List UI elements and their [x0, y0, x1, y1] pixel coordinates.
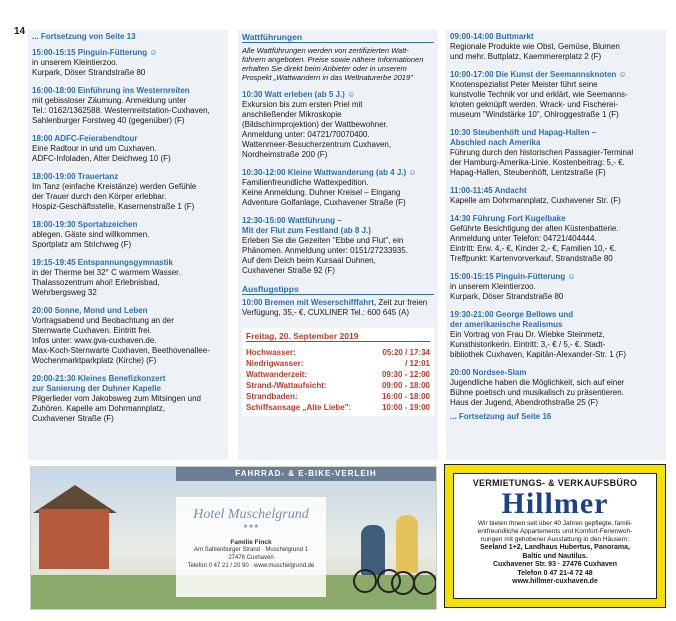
tip-title: 10:00 Bremen mit Weserschifffahrt,: [242, 298, 377, 307]
event-item: [450, 214, 662, 264]
event-item: [32, 220, 224, 250]
hotel-stars: ★★★: [242, 524, 260, 530]
hillmer-name: Hillmer: [501, 487, 609, 520]
event-body: in unserem Kleintierzoo. Kurpark, Döser Strandstraße 80: [32, 58, 146, 77]
event-body: in der Therme bei 32° C warmem Wasser. Thalassozentrum ahoi! Erlebnisbad, Wehrbergsweg 32: [32, 268, 181, 297]
event-item: [242, 216, 434, 276]
event-body: Exkursion bis zum ersten Priel mit anschließender Mikroskopie (Bildschirmprojektion) der Wattbewohner. Anmeldung unter: 04721/70070400. Wattenmeer-Besucherzentrum Cuxhaven, Nordheimstraße 200 (F): [242, 100, 392, 159]
event-body: Kapelle am Dohrmannplatz, Cuxhavener Str. (F): [450, 196, 621, 205]
cyclist-icon: [361, 525, 385, 575]
event-title: 10:30 Watt erleben (ab 5 J.) ☺: [242, 90, 356, 99]
event-title: 19:15-19:45 Entspannungsgymnastik: [32, 258, 173, 267]
event-title: 19:30-21:00 George Bellows und der amerikanische Realismus: [450, 310, 574, 329]
continued-on: ... Fortsetzung auf Seite 16: [450, 412, 552, 421]
event-item: [32, 258, 224, 298]
tide-row: [246, 402, 430, 413]
hillmer-inner-box: [453, 473, 657, 599]
event-body: in unserem Kleintierzoo. Kurpark, Döser Strandstraße 80: [450, 282, 564, 301]
tide-label: Strandbaden:: [246, 392, 298, 401]
tide-value: 09:30 - 12:00: [381, 370, 430, 379]
tide-label: Schiffsansage „Alte Liebe":: [246, 403, 352, 412]
event-title: 18:00-19:30 Sportabzeichen: [32, 220, 138, 229]
event-title: 20:00 Sonne, Mond und Leben: [32, 306, 148, 315]
hillmer-address: Cuxhavener Str. 93 · 27476 Cuxhaven: [492, 561, 618, 568]
tip-body: Zeit zur freien Verfügung, 35,- €, CUXLINER Tel.: 600 645 (A): [242, 298, 428, 317]
event-item: [32, 134, 224, 164]
tide-row: [246, 347, 430, 358]
tide-row: [246, 380, 430, 391]
hotel-logo-box: [176, 497, 326, 597]
event-item: [32, 172, 224, 212]
tide-label: Hochwasser:: [246, 348, 296, 357]
event-title: 10:30 Steubenhöft und Hapag-Hallen – Abschied nach Amerika: [450, 128, 597, 147]
event-body: Jugendliche haben die Möglichkeit, sich auf einer Bühne poetisch und musikalisch zu präsentieren. Haus der Jugend, Abendrothstraße 25 (F): [450, 378, 625, 407]
event-body: ablegen. Gäste sind willkommen. Sportplatz am Strichweg (F): [32, 230, 150, 249]
event-body: Regionale Produkte wie Obst, Gemüse, Blumen und mehr. Buttplatz, Kaemmererplatz 2 (F): [450, 42, 620, 61]
event-item: [242, 90, 434, 160]
page-number: 14: [14, 26, 26, 37]
event-item: [450, 310, 662, 360]
event-body: Familienfreundliche Wattexpedition. Keine Anmeldung. Duhner Kreisel – Eingang Adventure Golfanlage, Cuxhavener Straße (F): [242, 178, 406, 207]
tide-value: / 12:01: [405, 359, 430, 368]
event-title: 16:00-18:00 Einführung ins Westernreiten: [32, 86, 190, 95]
tip-item: [242, 298, 434, 318]
cyclist-icon: [396, 515, 418, 573]
continued-from: ... Fortsetzung von Seite 13: [32, 32, 136, 41]
hillmer-phone: Telefon 0 47 21-4 72 48: [517, 569, 593, 577]
house-icon: [39, 509, 109, 569]
tide-label: Wattwanderzeit:: [246, 370, 308, 379]
tide-value: 05:20 / 17:34: [382, 348, 430, 357]
hotel-address: Am Sahlenburger Strand · Muschelgrund 1: [193, 547, 309, 553]
event-body: Im Tanz (einfache Kreistänze) werden Gefühle der Trauer durch den Körper erlebbar. Hospiz-Geschäftsstelle, Kasernenstraße 1 (F): [32, 182, 197, 211]
event-title: 10:30-12:00 Kleine Wattwanderung (ab 4 J.) ☺: [242, 168, 417, 177]
event-body: Erleben Sie die Gezeiten "Ebbe und Flut", ein Phänomen. Anmeldung unter: 0151/27233935. Auf dem Deich beim Kursaal Duhnen, Cuxhavener Straße 92 (F): [242, 236, 408, 275]
event-item: [450, 368, 662, 408]
hotel-contact: Telefon 0 47 21 / 20 90 · www.muschelgrund.de: [187, 563, 315, 569]
hotel-name: Hotel Muschelgrund: [193, 507, 309, 522]
event-title: 18:00-19:00 Trauertanz: [32, 172, 119, 181]
event-body: Ein Vortrag von Frau Dr. Wiebke Steinmetz, Kunsthistorikerin. Eintritt: 3,- € / 5,- €. Stadt- bibliothek Cuxhaven, Kapitän-Alexander-Str. 1 (F): [450, 330, 627, 359]
ad-banner-bar: FAHRRAD- & E-BIKE-VERLEIH: [176, 467, 436, 481]
hillmer-heading: VERMIETUNGS- & VERKAUFSBÜRO: [472, 478, 638, 488]
event-item: [32, 374, 224, 424]
section-intro: Alle Wattführungen werden von zertifizierten Watt- führern angeboten. Preise sowie nähere Informationen erhalten Sie direkt beim Anbieter oder in unserem Prospekt „Wattwandern in das Weltnaturerbe 2019": [242, 46, 424, 82]
section-heading-wattfuehrungen: Wattführungen: [242, 32, 434, 43]
hillmer-description: Wir bieten Ihnen seit über 40 Jahren gepflegte, famili- entfreundliche Appartements und Komfort-Ferienwoh- nungen mit gehobener Ausstattung in den Häusern:: [477, 520, 633, 543]
bicycle-wheel-icon: [413, 571, 437, 595]
hillmer-advertisement: [444, 464, 666, 608]
bicycle-wheel-icon: [391, 571, 415, 595]
event-item: [32, 86, 224, 126]
event-title: 12:30-15:00 Wattführung – Mit der Flut zum Festland (ab 8 J.): [242, 216, 371, 235]
event-body: Geführte Besichtigung der alten Küstenbatterie. Anmeldung unter Telefon: 04721/404444. Eintritt: Erw. 4,- €, Kinder 2,- €, Familien 10,- €. Treffpunkt: Kartenvorverkauf, Strandstraße 80: [450, 224, 619, 263]
event-body: Pilgerlieder vom Jakobsweg zum Mitsingen und Zuhören. Kapelle am Dohrmannplatz, Cuxhavener Straße (F): [32, 394, 201, 423]
event-title: 15:00-15:15 Pinguin-Fütterung ☺: [450, 272, 576, 281]
hotel-advertisement: [30, 466, 437, 610]
event-body: Führung durch den historischen Passagier-Terminal der Hamburg-Amerika-Linie. Kostenbeitrag: 5,- €. Hapag-Hallen, Steubenhöft, Lentzstraße (F): [450, 148, 634, 177]
tide-value: 16:00 - 18:00: [381, 392, 430, 401]
tide-label: Strand-/Wattaufsicht:: [246, 381, 327, 390]
event-body: Knotenspezialist Peter Meister führt seine kunstvolle Technik vor und erklärt, wie Seemanns- knoten geknüpft werden. Wrack- und Fischerei- museum "Windstärke 10", Ohlroggestraße 1 (F): [450, 80, 628, 119]
column-1: [28, 30, 228, 460]
event-title: 20:00-21:30 Kleines Benefizkonzert zur Sanierung der Duhner Kapelle: [32, 374, 166, 393]
event-item: [32, 48, 224, 78]
column-3: [446, 30, 666, 460]
tide-row: [246, 391, 430, 402]
event-title: 18:00 ADFC-Feierabendtour: [32, 134, 138, 143]
hillmer-houses: Seeland 1+2, Landhaus Hubertus, Panorama, Baltic und Nautilus.: [480, 544, 630, 560]
event-title: 15:00-15:15 Pinguin-Fütterung ☺: [32, 48, 158, 57]
event-body: mit gebissloser Zäumung. Anmeldung unter Tel.: 0162/1362588. Westernreitstation-Cuxhaven, Sahlenburger Forstweg 40 (gegenüber) (F): [32, 96, 210, 125]
tide-value: 10:00 - 19:00: [381, 403, 430, 412]
tide-table-title: Freitag, 20. September 2019: [246, 331, 430, 342]
section-heading-ausflugstipps: Ausflugstipps: [242, 284, 434, 295]
event-title: 14:30 Führung Fort Kugelbake: [450, 214, 566, 223]
event-body: Vortragsabend und Beobachtung an der Sternwarte Cuxhaven. Eintritt frei. Infos unter: www.gva-cuxhaven.de. Max-Koch-Sternwarte Cuxhaven, Beethovenallee- Wochenmarktparkplatz (Kirche) (F): [32, 316, 210, 365]
event-item: [32, 306, 224, 366]
event-title: 11:00-11:45 Andacht: [450, 186, 527, 195]
event-title: 09:00-14:00 Buttmarkt: [450, 32, 534, 41]
event-item: [450, 128, 662, 178]
event-item: [450, 32, 662, 62]
hillmer-website: www.hillmer-cuxhaven.de: [512, 578, 598, 585]
event-title: 10:00-17:00 Die Kunst der Seemannsknoten ☺: [450, 70, 627, 79]
event-item: [242, 168, 434, 208]
tide-row: [246, 369, 430, 380]
event-item: [450, 186, 662, 206]
tide-value: 09:00 - 18:00: [381, 381, 430, 390]
hotel-city: 27476 Cuxhaven: [228, 555, 274, 561]
event-item: [450, 272, 662, 302]
bicycle-wheel-icon: [353, 569, 377, 593]
tide-label: Niedrigwasser:: [246, 359, 304, 368]
column-2: [238, 30, 438, 460]
event-item: [450, 70, 662, 120]
hotel-family: Familie Finck: [230, 539, 272, 546]
event-body: Eine Radtour in und um Cuxhaven. ADFC-Infoladen, Alter Deichweg 10 (F): [32, 144, 171, 163]
event-title: 20:00 Nordsee-Slam: [450, 368, 527, 377]
tide-table: [242, 328, 434, 416]
tide-row: [246, 358, 430, 369]
